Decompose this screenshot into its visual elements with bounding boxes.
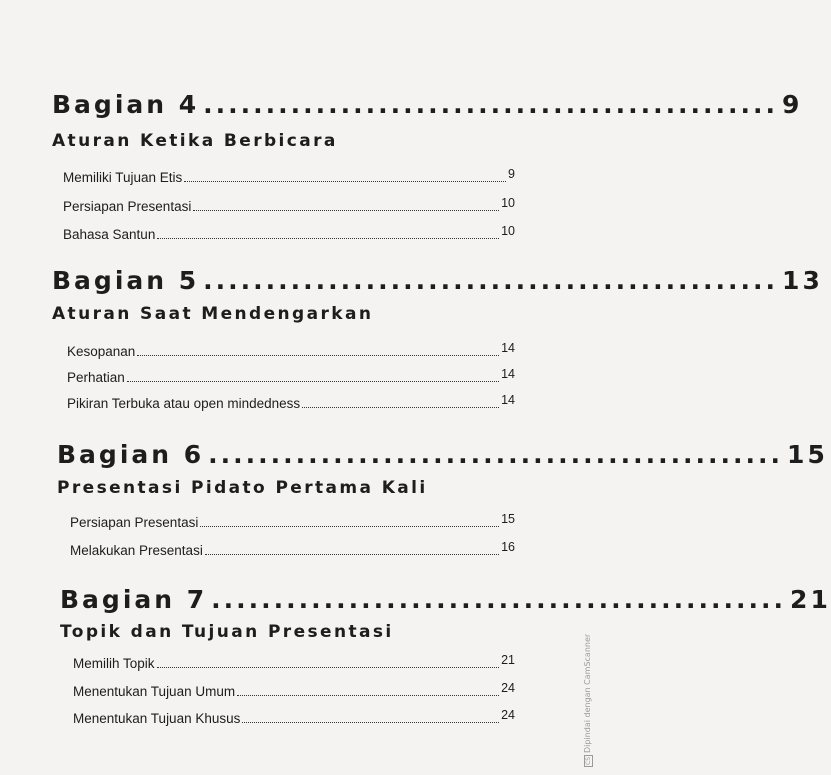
- bagian-title: Topik dan Tujuan Presentasi: [60, 622, 394, 642]
- entry-leader: [242, 721, 499, 723]
- entry-leader: [127, 380, 499, 382]
- entry-label: Perhatian: [67, 370, 125, 385]
- toc-entry[interactable]: [63, 196, 515, 214]
- entry-page-number: 10: [501, 196, 515, 210]
- entry-leader: [193, 209, 499, 211]
- bagian-heading: [57, 440, 828, 469]
- bagian-title: Presentasi Pidato Pertama Kali: [57, 478, 428, 498]
- entry-label: Menentukan Tujuan Umum: [73, 684, 236, 699]
- dot-leader: ..............................................: [208, 440, 784, 469]
- watermark-text: Dipindai dengan CamScanner: [583, 633, 592, 753]
- entry-leader: [184, 180, 506, 182]
- entry-leader: [157, 666, 500, 668]
- entry-leader: [205, 553, 499, 555]
- scanner-watermark: [582, 627, 596, 767]
- entry-label: Kesopanan: [67, 344, 136, 359]
- toc-entry[interactable]: [67, 341, 515, 359]
- entry-leader: [157, 237, 499, 239]
- entry-label: Memiliki Tujuan Etis: [63, 170, 183, 185]
- toc-entry[interactable]: [73, 653, 515, 671]
- dot-leader: ..............................................: [203, 90, 779, 119]
- toc-entry[interactable]: [67, 393, 515, 411]
- entry-page-number: 14: [501, 367, 515, 381]
- entry-page-number: 15: [501, 512, 515, 526]
- entry-label: Menentukan Tujuan Khusus: [73, 711, 241, 726]
- entry-page-number: 9: [508, 167, 515, 181]
- entry-label: Melakukan Presentasi: [70, 543, 203, 558]
- watermark-text-wrapper: [583, 634, 593, 767]
- entry-page-number: 24: [501, 681, 515, 695]
- toc-entry[interactable]: [70, 540, 515, 558]
- bagian-label: Bagian 5: [52, 266, 200, 295]
- bagian-page-number: 9: [782, 90, 803, 119]
- bagian-heading: [60, 585, 831, 614]
- toc-entry[interactable]: [63, 224, 515, 242]
- toc-entry[interactable]: [73, 708, 515, 726]
- bagian-label: Bagian 7: [60, 585, 208, 614]
- entry-page-number: 16: [501, 540, 515, 554]
- entry-label: Memilih Topik: [73, 656, 155, 671]
- bagian-title: Aturan Ketika Berbicara: [52, 131, 338, 151]
- camscanner-icon: CS: [585, 757, 592, 765]
- entry-page-number: 21: [501, 653, 515, 667]
- bagian-heading: [52, 90, 803, 119]
- toc-entry[interactable]: [70, 512, 515, 530]
- entry-leader: [237, 694, 499, 696]
- toc-entry[interactable]: [63, 167, 515, 185]
- bagian-heading: [52, 266, 823, 295]
- toc-entry[interactable]: [73, 681, 515, 699]
- entry-label: Persiapan Presentasi: [70, 515, 199, 530]
- bagian-label: Bagian 6: [57, 440, 205, 469]
- toc-entry[interactable]: [67, 367, 515, 385]
- entry-leader: [302, 406, 499, 408]
- bagian-page-number: 21: [790, 585, 831, 614]
- entry-label: Persiapan Presentasi: [63, 199, 192, 214]
- bagian-label: Bagian 4: [52, 90, 200, 119]
- entry-leader: [137, 354, 499, 356]
- entry-leader: [200, 525, 499, 527]
- entry-page-number: 24: [501, 708, 515, 722]
- dot-leader: ..............................................: [211, 585, 787, 614]
- entry-label: Pikiran Terbuka atau open mindedness: [67, 396, 301, 411]
- bagian-title: Aturan Saat Mendengarkan: [52, 304, 374, 324]
- bagian-page-number: 15: [787, 440, 828, 469]
- entry-page-number: 14: [501, 341, 515, 355]
- bagian-page-number: 13: [782, 266, 823, 295]
- entry-page-number: 14: [501, 393, 515, 407]
- dot-leader: ..............................................: [203, 266, 779, 295]
- entry-label: Bahasa Santun: [63, 227, 156, 242]
- entry-page-number: 10: [501, 224, 515, 238]
